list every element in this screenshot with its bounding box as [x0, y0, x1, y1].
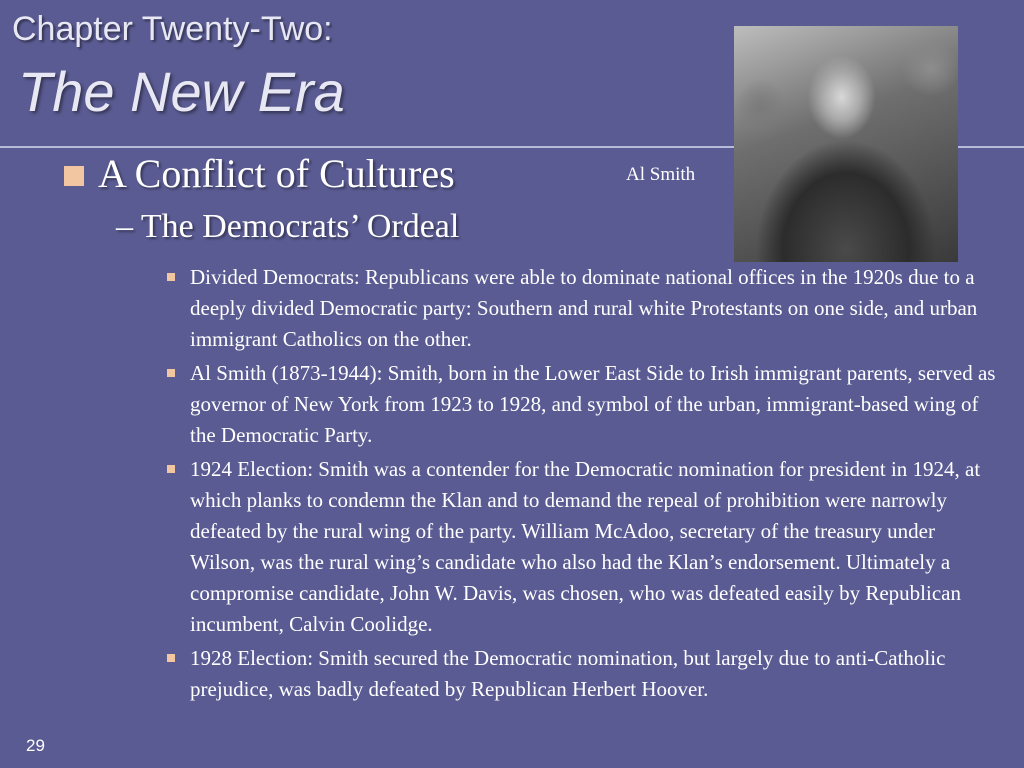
level1-heading [64, 150, 455, 197]
small-square-bullet-icon [167, 273, 175, 281]
level1-text: A Conflict of Cultures [98, 151, 455, 196]
al-smith-photo [734, 26, 958, 262]
bullet-text: 1928 Election: Smith secured the Democratic nomination, but largely due to anti-Catholic prejudice, was badly defeated by Republican Herbert Hoover. [190, 646, 946, 701]
slide-title-chapter: Chapter Twenty-Two: [12, 10, 333, 48]
bullet-item [164, 454, 999, 640]
level2-heading: – The Democrats’ Ordeal [116, 208, 460, 245]
small-square-bullet-icon [167, 465, 175, 473]
bullet-text: Divided Democrats: Republicans were able to dominate national offices in the 1920s due to a deeply divided Democratic party: Southern and rural white Protestants on one side, and urban immigrant Catholics on the other. [190, 265, 978, 351]
bullet-item [164, 358, 999, 451]
bullet-list [164, 262, 999, 708]
bullet-text: Al Smith (1873-1944): Smith, born in the Lower East Side to Irish immigrant parents, served as governor of New York from 1923 to 1928, and symbol of the urban, immigrant-based wing of the Democratic Party. [190, 361, 996, 447]
bullet-item [164, 643, 999, 705]
bullet-item [164, 262, 999, 355]
slide-title-main: The New Era [18, 60, 345, 123]
bullet-text: 1924 Election: Smith was a contender for the Democratic nomination for president in 1924, at which planks to condemn the Klan and to demand the repeal of prohibition were narrowly defeated by the rural wing of the party. William McAdoo, secretary of the treasury under Wilson, was the rural wing’s candidate who also had the Klan’s endorsement. Ultimately a compromise candidate, John W. Davis, was chosen, who was defeated easily by Republican incumbent, Calvin Coolidge. [190, 457, 981, 636]
small-square-bullet-icon [167, 369, 175, 377]
small-square-bullet-icon [167, 654, 175, 662]
photo-caption: Al Smith [626, 164, 696, 185]
square-bullet-icon [64, 166, 84, 186]
slide-number: 29 [26, 736, 45, 755]
